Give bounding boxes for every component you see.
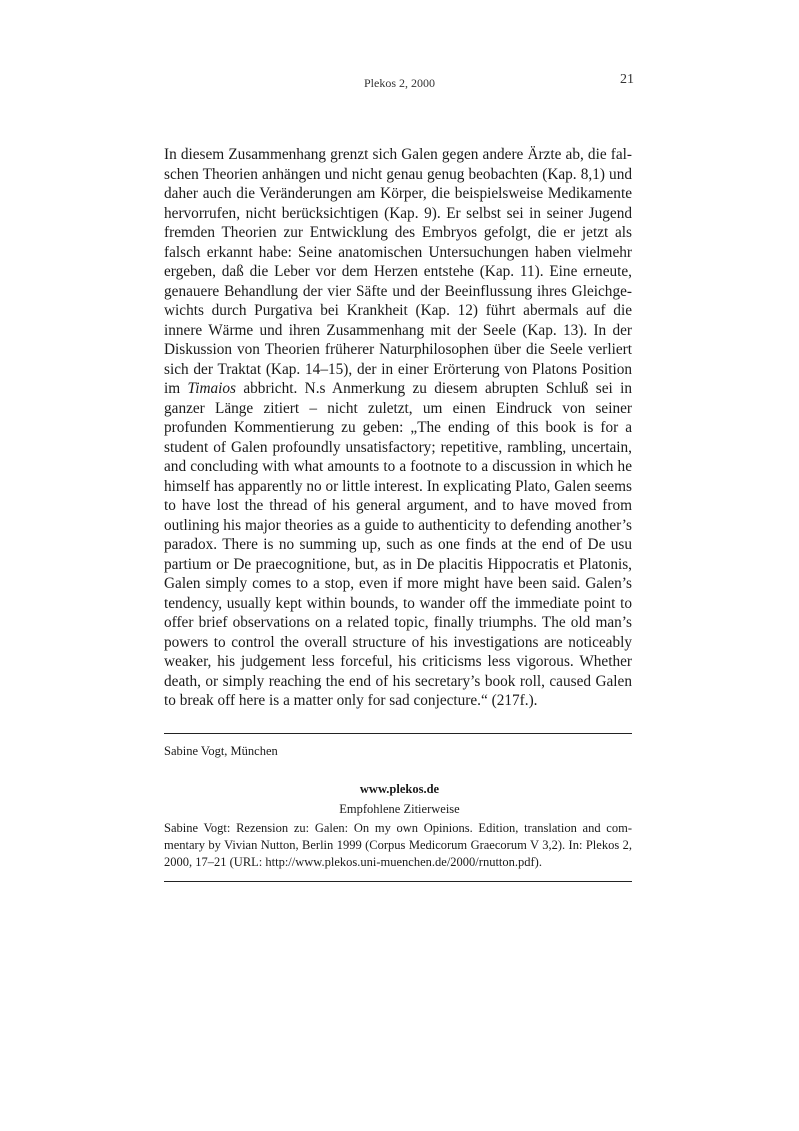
citation-text: Sabine Vogt: Rezension zu: Galen: On my own Opinions. Edition, translation and commentary by Vivian Nutton, Berlin 1999 (Corpus Medicorum Graecorum V 3,2). In: Plekos 2, 2000, 17–21 (URL: http://www.plekos.uni-muenchen.de/2000/rnutton.pdf).: [164, 821, 632, 869]
page-number: 21: [620, 72, 634, 87]
review-body-paragraph: [164, 145, 632, 711]
section-divider-top: [164, 733, 632, 734]
citation-heading: Empfohlene Zitierweise: [339, 802, 460, 816]
running-header: Plekos 2, 2000: [363, 76, 435, 90]
section-divider-bottom: [164, 881, 632, 882]
website-link[interactable]: www.plekos.de: [359, 782, 440, 796]
body-text-part-1: In diesem Zusammenhang grenzt sich Galen gegen andere Ärzte ab, die falschen Theorien anhängen und nicht genau genug beobachten (Kap. 8,1) und daher auch die Veränderungen am Körper, die beispielsweise Medikamente hervorrufen, nicht berücksichtigen (Kap. 9). Er selbst sei in seiner Jugend fremden Theorien zur Entwicklung des Embryos gefolgt, die er jetzt als falsch erkannt habe: Seine anatomischen Untersuchungen haben vielmehr ergeben, daß die Leber vor dem Herzen entstehe (Kap. 11). Eine erneute, genauere Behandlung der vier Säfte und der Beeinflussung ihres Gleichgewichts durch Purgativa bei Krankheit (Kap. 12) führt abermals auf die innere Wärme und ihren Zusammenhang mit der Seele (Kap. 13). In der Diskussion von Theorien früherer Naturphilosophen über die Seele verliert sich der Traktat (Kap. 14–15), der in einer Erörterung von Platons Position im: [164, 146, 632, 397]
italic-work-title: Timaios: [187, 380, 236, 397]
review-author: Sabine Vogt, München: [164, 744, 278, 758]
body-text-part-2: abbricht. N.s Anmerkung zu diesem abrupten Schluß sei in ganzer Länge zitiert – nicht zuletzt, um einen Eindruck von seiner profunden Kommentierung zu geben: „The ending of this book is for a student of Galen profoundly unsatisfactory; repetitive, rambling, uncertain, and concluding with what amounts to a footnote to a discussion in which he himself has apparently no or little interest. In explicating Plato, Galen seems to have lost the thread of his general argument, and to have moved from outlining his major theories as a guide to authenticity to defending another’s paradox. There is no summing up, such as one finds at the end of De usu partium or De praecognitione, but, as in De placitis Hippocratis et Platonis, Galen simply comes to a stop, even if more might have been said. Galen’s tendency, usually kept within bounds, to wander off the immediate point to offer brief observations on a related topic, finally triumphs. The old man’s powers to control the overall structure of his investigations are noticeably weaker, his judgement less forceful, his criticisms less vigorous. Whether death, or simply reaching the end of his secretary’s book roll, caused Galen to break off here is a matter only for sad conjecture.“ (217f.).: [164, 380, 632, 709]
